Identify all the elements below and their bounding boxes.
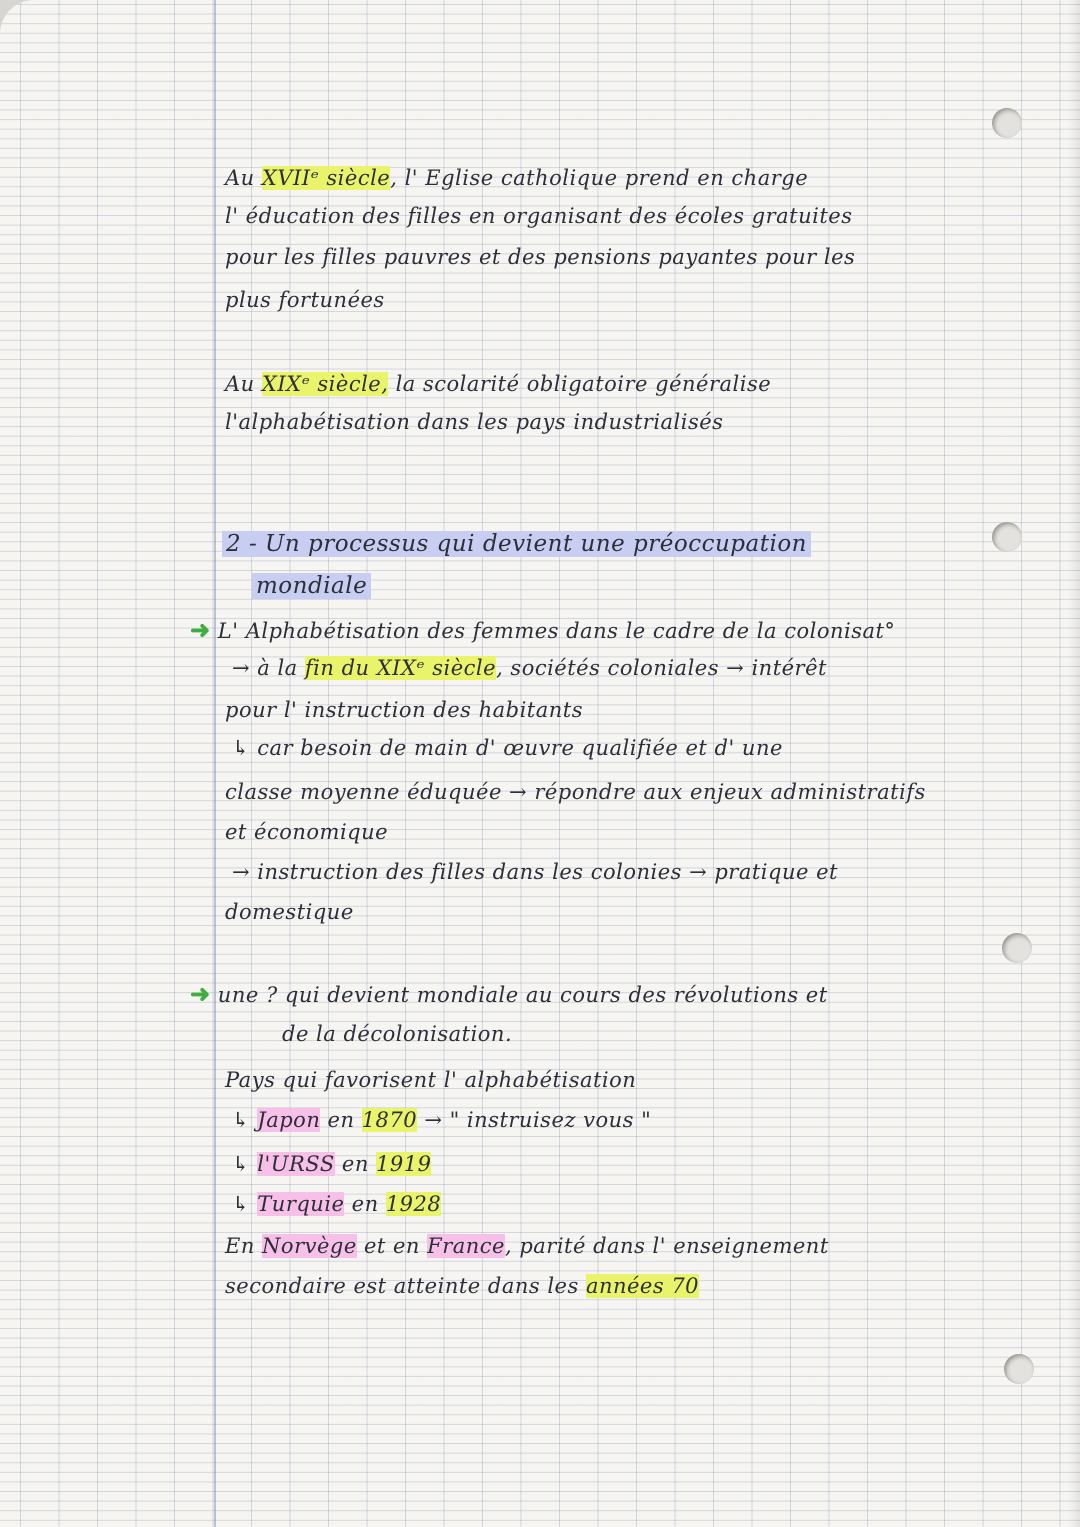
text-fragment: Au [225,166,255,190]
highlighted-date: 1870 [361,1108,418,1132]
section-heading [252,572,371,600]
highlighted-date: fin du XIXᵉ siècle [304,656,497,680]
sub-arrow-icon: ↳ [232,1152,251,1176]
text-fragment: en [327,1108,355,1132]
text-fragment: Au [225,372,255,396]
country-name: l'URSS [257,1152,335,1176]
section-heading [222,530,811,558]
text-fragment: la scolarité obligatoire généralise [388,372,772,396]
country-name: France [427,1234,505,1258]
highlighted-date: XVIIᵉ siècle [261,166,391,190]
country-line [232,1190,441,1218]
text-fragment: En [225,1234,255,1258]
heading-text: mondiale [252,573,371,599]
binder-hole [992,108,1022,138]
highlighted-date: 1928 [385,1192,442,1216]
text-fragment: L' Alphabétisation des femmes dans le cadre de la colonisat° [217,619,896,643]
text-line: l'alphabétisation dans les pays industrialisés [225,410,724,434]
text-fragment: , sociétés coloniales → intérêt [496,656,827,680]
text-line: plus fortunées [225,288,385,312]
page-edge-shadow [1068,0,1080,1527]
text-fragment: et en [363,1234,420,1258]
country-line [232,1150,431,1178]
arrow-icon: ➜ [190,979,211,1008]
text-line: de la décolonisation. [282,1022,513,1046]
sub-arrow-icon: ↳ [232,1108,251,1132]
text-line: ↳ car besoin de main d' œuvre qualifiée et d' une [232,736,783,760]
text-line: → instruction des filles dans les colonies → pratique et [232,860,838,884]
text-line: Pays qui favorisent l' alphabétisation [225,1068,637,1092]
highlighted-date: années 70 [585,1274,700,1298]
heading-text: 2 - Un processus qui devient une préoccupation [222,531,811,557]
binder-hole [1002,933,1032,963]
binder-hole [992,522,1022,552]
text-line: classe moyenne éduquée → répondre aux enjeux administratifs [225,780,926,804]
text-line [190,980,828,1009]
text-line: pour les filles pauvres et des pensions payantes pour les [225,245,856,269]
text-fragment: secondaire est atteinte dans les [225,1274,579,1298]
text-line [225,1272,699,1300]
country-name: Japon [257,1108,321,1132]
country-name: Norvège [262,1234,357,1258]
text-line: domestique [225,900,354,924]
text-fragment: en [351,1192,379,1216]
text-fragment: en [341,1152,369,1176]
highlighted-date: 1919 [376,1152,432,1176]
sub-arrow-icon: ↳ [232,1192,251,1216]
highlighted-date: XIXᵉ siècle, [261,372,389,396]
text-line: pour l' instruction des habitants [225,698,583,722]
text-line: l' éducation des filles en organisant des écoles gratuites [225,204,853,228]
country-name: Turquie [257,1192,345,1216]
text-fragment: → à la [232,656,298,680]
binder-hole [1004,1354,1034,1384]
margin-line [214,0,216,1527]
text-fragment: , parité dans l' enseignement [504,1234,829,1258]
text-fragment: une ? qui devient mondiale au cours des révolutions et [217,983,828,1007]
text-line [225,370,771,398]
arrow-icon: ➜ [190,615,211,644]
text-line: et économique [225,820,389,844]
text-fragment: → " instruisez vous " [424,1108,652,1132]
text-line [190,616,895,645]
country-line [232,1106,651,1134]
text-line [225,164,808,192]
text-line [225,1232,829,1260]
text-fragment: , l' Eglise catholique prend en charge [390,166,809,190]
text-line [232,654,827,682]
